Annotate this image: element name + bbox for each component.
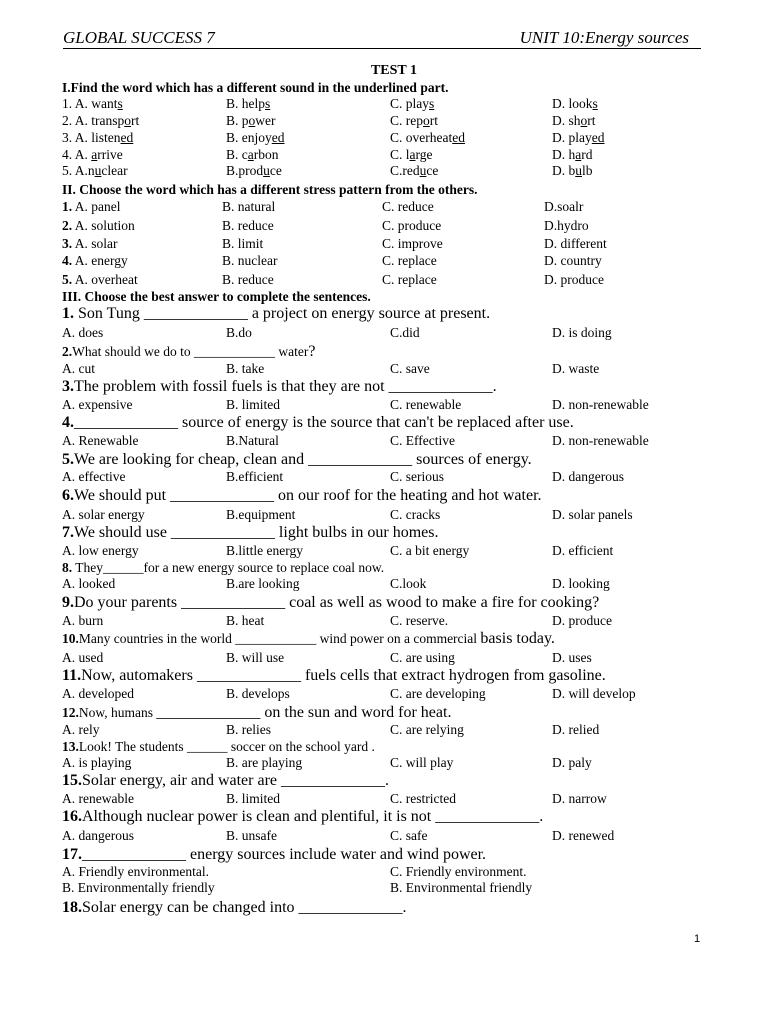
option-c: C. restricted: [390, 791, 456, 806]
question-11: 11.Now, automakers _____________ fuels cells that extract hydrogen from gasoline.: [62, 667, 606, 684]
option-b: B. will use: [226, 650, 285, 665]
option-b: B. limit: [222, 236, 264, 251]
question-18: 18.Solar energy can be changed into _____________.: [62, 899, 407, 916]
option-d: D. bulb: [552, 163, 593, 178]
option-b: B.efficient: [226, 469, 284, 484]
question-6: 6.We should put _____________ on our roof for the heating and hot water.: [62, 487, 542, 504]
question-3: 3.The problem with fossil fuels is that they are not _____________.: [62, 378, 497, 395]
underlined-part: ed: [591, 130, 605, 145]
option-c: C. produce: [382, 218, 442, 233]
header-book-title: GLOBAL SUCCESS 7: [63, 28, 215, 47]
underlined-part: s: [429, 96, 435, 111]
question-1: 1. Son Tung _____________ a project on energy source at present.: [62, 305, 491, 322]
option-a: A. solar energy: [62, 507, 145, 522]
option-a: A. cut: [62, 361, 95, 376]
option-b: B. take: [226, 361, 265, 376]
option-b: B. develops: [226, 686, 290, 701]
option-c: C.reduce: [390, 163, 439, 178]
underlined-part: u: [263, 163, 270, 178]
question-12: 12.Now, humans _____________ on the sun and word for heat.: [62, 704, 452, 721]
option-a: A. looked: [62, 576, 116, 591]
option-c: C. Friendly environment.: [390, 864, 527, 879]
page-number: 1: [694, 933, 701, 945]
option-c: C. replace: [382, 272, 437, 287]
option-c: C.look: [390, 576, 427, 591]
option-a: A. renewable: [62, 791, 134, 806]
option-c: C. large: [390, 147, 433, 162]
option-b: B. are playing: [226, 755, 303, 770]
option-d: D. country: [544, 253, 602, 268]
option-c: C. safe: [390, 828, 428, 843]
question-2: 2.What should we do to ____________ water?: [62, 343, 316, 360]
option-b: B.Natural: [226, 433, 279, 448]
option-d: D.soalr: [544, 199, 584, 214]
option-b: B. unsafe: [226, 828, 277, 843]
underlined-part: s: [117, 96, 123, 111]
option-a: 5. A. overheat: [62, 272, 138, 287]
option-a: A. Friendly environmental.: [62, 864, 209, 879]
header-unit-title: UNIT 10:Energy sources: [519, 28, 689, 47]
option-a: A. used: [62, 650, 104, 665]
option-b: B. limited: [226, 397, 280, 412]
option-d: D. played: [552, 130, 605, 145]
option-d: D. short: [552, 113, 596, 128]
option-b: B.equipment: [226, 507, 296, 522]
option-d: D. solar panels: [552, 507, 633, 522]
option-a: A. effective: [62, 469, 126, 484]
underlined-part: o: [580, 113, 588, 128]
underlined-part: a: [575, 147, 582, 162]
question-15: 15.Solar energy, air and water are _____________.: [62, 772, 390, 789]
underlined-part: ed: [452, 130, 465, 145]
option-c: C. reserve.: [390, 613, 449, 628]
question-16: 16.Although nuclear power is clean and plentiful, it is not _____________.: [62, 808, 544, 825]
underlined-part: ed: [120, 130, 134, 145]
option-d: D. looks: [552, 96, 598, 111]
option-b: B.are looking: [226, 576, 300, 591]
option-b: B. helps: [226, 96, 271, 111]
option-a: 5. A.nuclear: [62, 163, 128, 178]
option-a: 4. A. energy: [62, 253, 128, 268]
option-c: C. serious: [390, 469, 444, 484]
page-header: [63, 28, 701, 49]
option-b: B. reduce: [222, 218, 274, 233]
option-d: D. hard: [552, 147, 593, 162]
option-c: C. replace: [382, 253, 437, 268]
question-7: 7.We should use _____________ light bulbs in our homes.: [62, 524, 439, 541]
option-a: A. low energy: [62, 543, 139, 558]
option-d: D. uses: [552, 650, 592, 665]
option-d: D. looking: [552, 576, 610, 591]
option-d: D. renewed: [552, 828, 615, 843]
option-c: C. are developing: [390, 686, 486, 701]
option-c: C. are relying: [390, 722, 464, 737]
option-b: B. nuclear: [222, 253, 278, 268]
option-c: C. report: [390, 113, 438, 128]
option-a: A. developed: [62, 686, 134, 701]
underlined-part: o: [124, 113, 131, 128]
option-c: C. a bit energy: [390, 543, 470, 558]
option-b: B. Environmentally friendly: [62, 880, 215, 895]
option-c: C. will play: [390, 755, 454, 770]
question-13: 13.Look! The students ______ soccer on the school yard .: [62, 739, 375, 754]
option-a: A. dangerous: [62, 828, 134, 843]
option-d: D. dangerous: [552, 469, 624, 484]
option-a: 3. A. solar: [62, 236, 118, 251]
test-title: TEST 1: [370, 63, 418, 78]
option-a: 2. A. transport: [62, 113, 140, 128]
underlined-part: u: [575, 163, 582, 178]
underlined-part: a: [91, 147, 98, 162]
option-d: D. different: [544, 236, 607, 251]
option-a: 3. A. listened: [62, 130, 134, 145]
option-a: 4. A. arrive: [62, 147, 123, 162]
underlined-part: o: [423, 113, 430, 128]
option-b: B. enjoyed: [226, 130, 285, 145]
option-b: B.do: [226, 325, 252, 340]
option-a: 2. A. solution: [62, 218, 135, 233]
option-c: C.did: [390, 325, 420, 340]
option-b: B.little energy: [226, 543, 303, 558]
option-d: D. waste: [552, 361, 600, 376]
section1-heading: I.Find the word which has a different sound in the underlined part.: [62, 80, 449, 95]
option-c: C. reduce: [382, 199, 434, 214]
option-d: D. relied: [552, 722, 600, 737]
option-a: A. expensive: [62, 397, 133, 412]
option-d: D. is doing: [552, 325, 612, 340]
option-d: D. will develop: [552, 686, 636, 701]
option-c: C. overheated: [390, 130, 465, 145]
option-a: A. rely: [62, 722, 100, 737]
option-d: D. efficient: [552, 543, 614, 558]
option-c: C. cracks: [390, 507, 441, 522]
underlined-part: a: [247, 147, 254, 162]
option-b: B.produce: [226, 163, 282, 178]
option-b: B. carbon: [226, 147, 279, 162]
question-9: 9.Do your parents _____________ coal as well as wood to make a fire for cooking?: [62, 594, 600, 611]
option-a: A. Renewable: [62, 433, 139, 448]
option-d: D. non-renewable: [552, 397, 649, 412]
option-c: C. Effective: [390, 433, 455, 448]
option-c: C. renewable: [390, 397, 462, 412]
option-b: B. limited: [226, 791, 280, 806]
question-17: 17._____________ energy sources include water and wind power.: [62, 846, 487, 863]
option-b: B. power: [226, 113, 276, 128]
underlined-part: s: [592, 96, 598, 111]
option-d: D.hydro: [544, 218, 589, 233]
question-10: 10.Many countries in the world ____________ wind power on a commercial basis today.: [62, 630, 555, 647]
question-8: 8. They______for a new energy source to replace coal now.: [62, 560, 385, 575]
option-d: D. produce: [544, 272, 604, 287]
option-d: D. narrow: [552, 791, 607, 806]
underlined-part: u: [419, 163, 427, 178]
underlined-part: u: [94, 163, 102, 178]
underlined-part: o: [248, 113, 256, 128]
section2-heading: II. Choose the word which has a different stress pattern from the others.: [62, 182, 478, 197]
option-a: A. burn: [62, 613, 104, 628]
option-b: B. heat: [226, 613, 265, 628]
option-d: D. produce: [552, 613, 612, 628]
option-d: D. non-renewable: [552, 433, 649, 448]
option-c: C. plays: [390, 96, 435, 111]
option-a: A. is playing: [62, 755, 132, 770]
option-d: D. paly: [552, 755, 592, 770]
underlined-part: ed: [271, 130, 285, 145]
option-c: C. improve: [382, 236, 443, 251]
option-a: A. does: [62, 325, 104, 340]
underlined-part: s: [265, 96, 271, 111]
option-b: B. reduce: [222, 272, 274, 287]
option-a: 1. A. wants: [62, 96, 123, 111]
section3-heading: III. Choose the best answer to complete the sentences.: [62, 289, 371, 304]
question-5: 5.We are looking for cheap, clean and _____________ sources of energy.: [62, 451, 532, 468]
option-b: B. natural: [222, 199, 276, 214]
option-c: C. save: [390, 361, 430, 376]
option-b-alt: B. Environmental friendly: [390, 880, 533, 895]
option-c: C. are using: [390, 650, 455, 665]
underlined-part: a: [409, 147, 416, 162]
question-4: 4._____________ source of energy is the source that can't be replaced after use.: [62, 414, 574, 431]
option-b: B. relies: [226, 722, 271, 737]
option-a: 1. A. panel: [62, 199, 121, 214]
